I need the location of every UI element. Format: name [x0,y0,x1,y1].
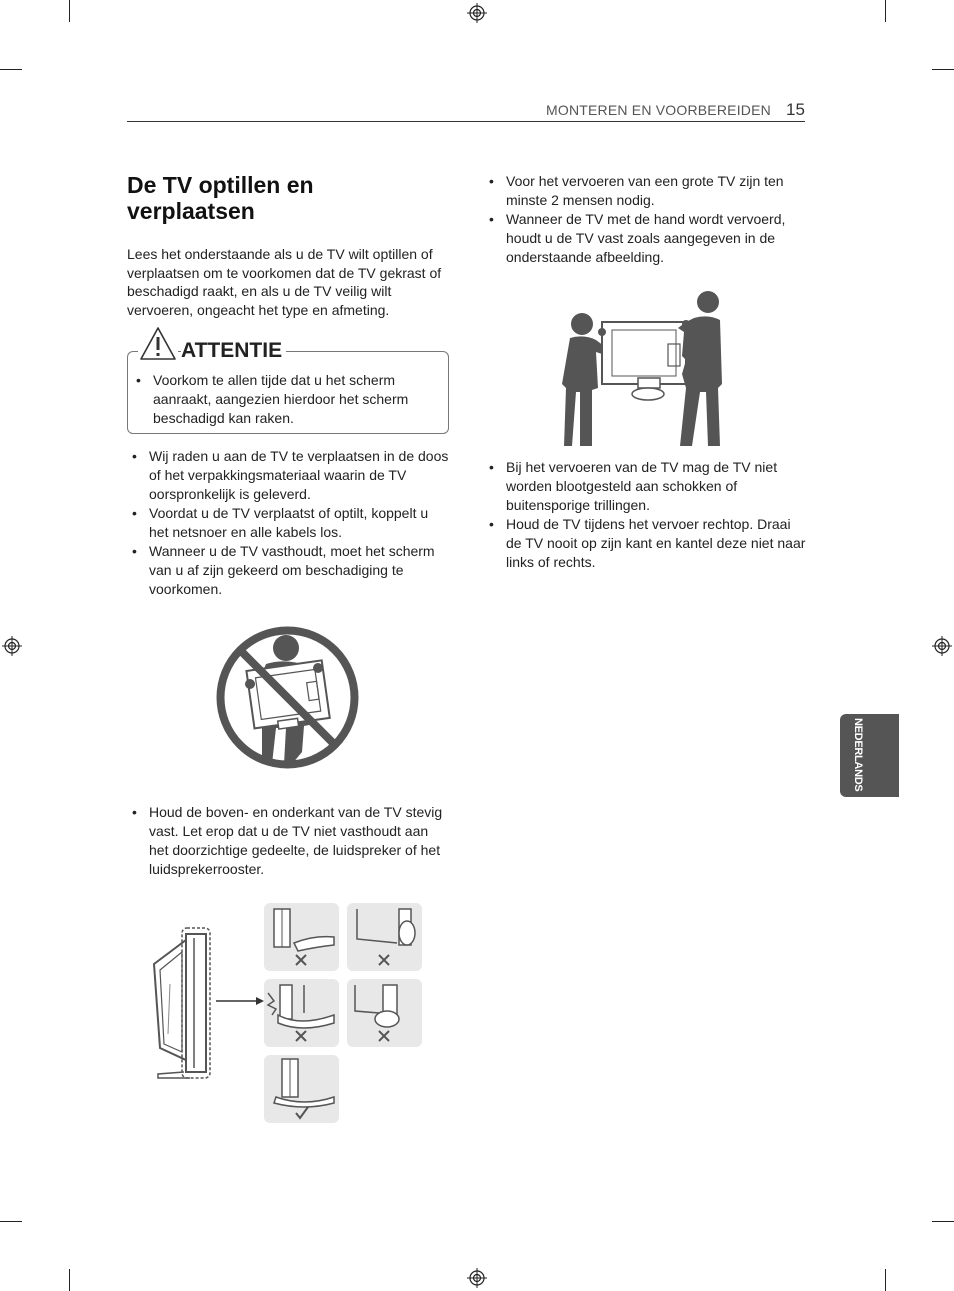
grip-example-card [347,979,422,1047]
crop-mark [69,1269,70,1291]
prohibited-carry-illustration [214,624,361,771]
bullet-list-left-2 [127,803,449,879]
grip-example-card [347,903,422,971]
crop-mark [0,1221,22,1222]
registration-mark-icon [932,636,952,656]
bullet-list-right-2 [484,458,806,572]
list-item: • Wanneer de TV met de hand wordt vervoerd, houdt u de TV vast zoals aangegeven in de onderstaande afbeelding. [484,210,806,267]
wrong-grip-icon [347,903,422,971]
registration-mark-icon [2,636,22,656]
list-item: • Bij het vervoeren van de TV mag de TV niet worden blootgesteld aan schokken of buitensporige trillingen. [484,458,806,515]
crop-mark [0,69,22,70]
list-item: • Houd de boven- en onderkant van de TV stevig vast. Let erop dat u de TV niet vasthoudt aan het doorzichtige gedeelte, de luidspreker of het luidsprekerrooster. [127,803,449,879]
correct-grip-icon [264,1055,339,1123]
intro-paragraph: Lees het onderstaande als u de TV wilt optillen of verplaatsen om te voorkomen dat de TV gekrast of beschadigd raakt, en als u de TV veilig wilt vervoeren, ongeacht het type en afmeting. [127,246,442,318]
crop-mark [885,0,886,22]
bullet-list-right-1 [484,172,806,267]
tv-side-illustration [150,924,270,1084]
grip-example-card [264,979,339,1047]
wrong-grip-icon [264,903,339,971]
grip-example-card [264,903,339,971]
attention-label: ATTENTIE [181,339,286,363]
page-title: De TV optillen en verplaatsen [127,172,314,224]
two-person-carry-illustration [562,288,730,448]
list-item: • Wij raden u aan de TV te verplaatsen in de doos of het verpakkingsmateriaal waarin de TV oorspronkelijk is geleverd. [127,447,449,504]
crop-mark [69,0,70,22]
wrong-grip-icon [347,979,422,1047]
list-item: • Houd de TV tijdens het vervoer rechtop. Draai de TV nooit op zijn kant en kantel deze niet naar links of rechts. [484,515,806,572]
section-title: MONTEREN EN VOORBEREIDEN [546,102,771,118]
list-item: • Voor het vervoeren van een grote TV zijn ten minste 2 mensen nodig. [484,172,806,210]
bullet-list-left-1 [127,447,449,599]
language-tab [840,714,899,797]
grip-example-card [264,1055,339,1123]
page-number: 15 [786,100,805,119]
header-divider [127,121,805,122]
list-item: • Voorkom te allen tijde dat u het scherm aanraakt, aangezien hierdoor het scherm beschadigd kan raken. [131,371,431,428]
crop-mark [932,1221,954,1222]
language-tab-label: NEDERLANDS [852,718,864,792]
attention-list [131,371,431,428]
crop-mark [932,69,954,70]
registration-mark-icon [467,1268,487,1288]
warning-triangle-icon [138,326,178,362]
list-item: • Wanneer u de TV vasthoudt, moet het scherm van u af zijn gekeerd om beschadiging te voorkomen. [127,542,449,599]
wrong-grip-icon [264,979,339,1047]
registration-mark-icon [467,3,487,23]
list-item: • Voordat u de TV verplaatst of optilt, koppelt u het netsnoer en alle kabels los. [127,504,449,542]
crop-mark [885,1269,886,1291]
